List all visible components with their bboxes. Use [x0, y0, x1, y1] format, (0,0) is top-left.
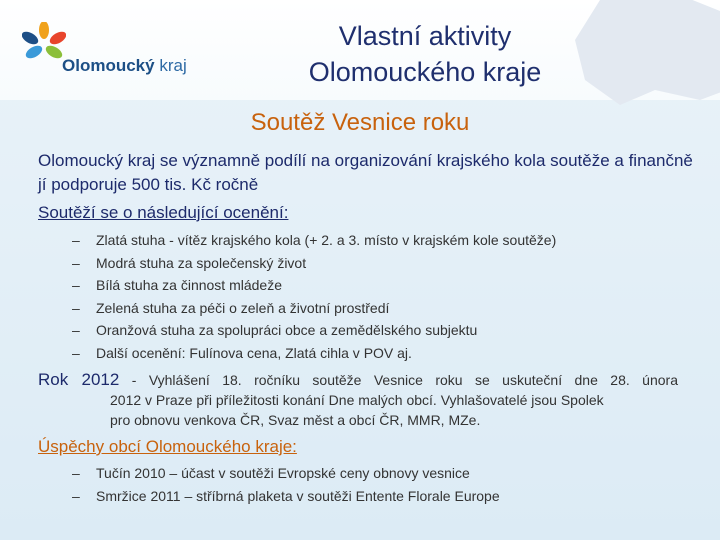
intro-paragraph: Olomoucký kraj se významně podílí na organizování krajského kola soutěže a finančně jí podporuje 500 tis. Kč ročně [38, 151, 693, 194]
logo-wordmark [62, 56, 187, 76]
header-band [0, 0, 720, 100]
successes-list [70, 462, 500, 507]
award-text: Modrá stuha za společenský život [96, 254, 307, 271]
list-item [70, 252, 556, 275]
year-text-line-2: 2012 v Praze při příležitosti konání Dne malých obcí. Vyhlašovatelé jsou Spolek [110, 392, 604, 408]
list-item [70, 462, 500, 485]
success-text: Smržice 2011 – stříbrná plaketa v soutěži Entente Florale Europe [96, 487, 500, 504]
year-text-line-3: pro obnovu venkova ČR, Svaz měst a obcí ČR, MMR, MZe. [110, 412, 481, 428]
year-label: Rok 2012 [38, 370, 120, 389]
year-2012-paragraph [38, 370, 678, 430]
award-text: Bílá stuha za činnost mládeže [96, 277, 282, 294]
page-title [260, 18, 590, 90]
successes-heading: Úspěchy obcí Olomouckého kraje: [38, 437, 297, 456]
success-text: Tučín 2010 – účast v soutěži Evropské ceny obnovy vesnice [96, 465, 470, 481]
logo-name: Olomoucký [62, 56, 155, 75]
title-line-2: Olomouckého kraje [308, 57, 542, 87]
dash-marker: – [72, 344, 80, 361]
awards-list [70, 229, 556, 365]
logo-suffix: kraj [159, 56, 187, 75]
list-item [70, 229, 556, 252]
list-item [70, 297, 556, 320]
list-item [70, 319, 556, 342]
award-text: Zlatá stuha - vítěz krajského kola (+ 2. a 3. místo v krajském kole soutěže) [96, 232, 557, 248]
award-text: Oranžová stuha za spolupráci obce a zemědělského subjektu [96, 322, 478, 339]
award-text: Zelená stuha za péči o zeleň a životní prostředí [96, 299, 390, 316]
year-first-line [38, 370, 678, 390]
slide-subtitle: Soutěž Vesnice roku [250, 109, 470, 136]
list-item [70, 485, 500, 508]
dash-marker: – [72, 232, 80, 248]
dash-marker: – [72, 487, 80, 504]
list-item [70, 342, 556, 365]
dash-marker: – [72, 277, 80, 294]
dash-marker: – [72, 465, 80, 481]
awards-heading: Soutěží se o následující ocenění: [38, 203, 289, 222]
dash-marker: – [72, 254, 80, 271]
title-line-1: Vlastní aktivity [338, 21, 512, 51]
year-text-line-1: - Vyhlášení 18. ročníku soutěže Vesnice roku se uskuteční dne 28. února [131, 372, 678, 388]
dash-marker: – [72, 299, 80, 316]
dash-marker: – [72, 322, 80, 339]
flower-icon [22, 22, 66, 62]
list-item [70, 274, 556, 297]
award-text: Další ocenění: Fulínova cena, Zlatá cihla v POV aj. [96, 344, 412, 361]
